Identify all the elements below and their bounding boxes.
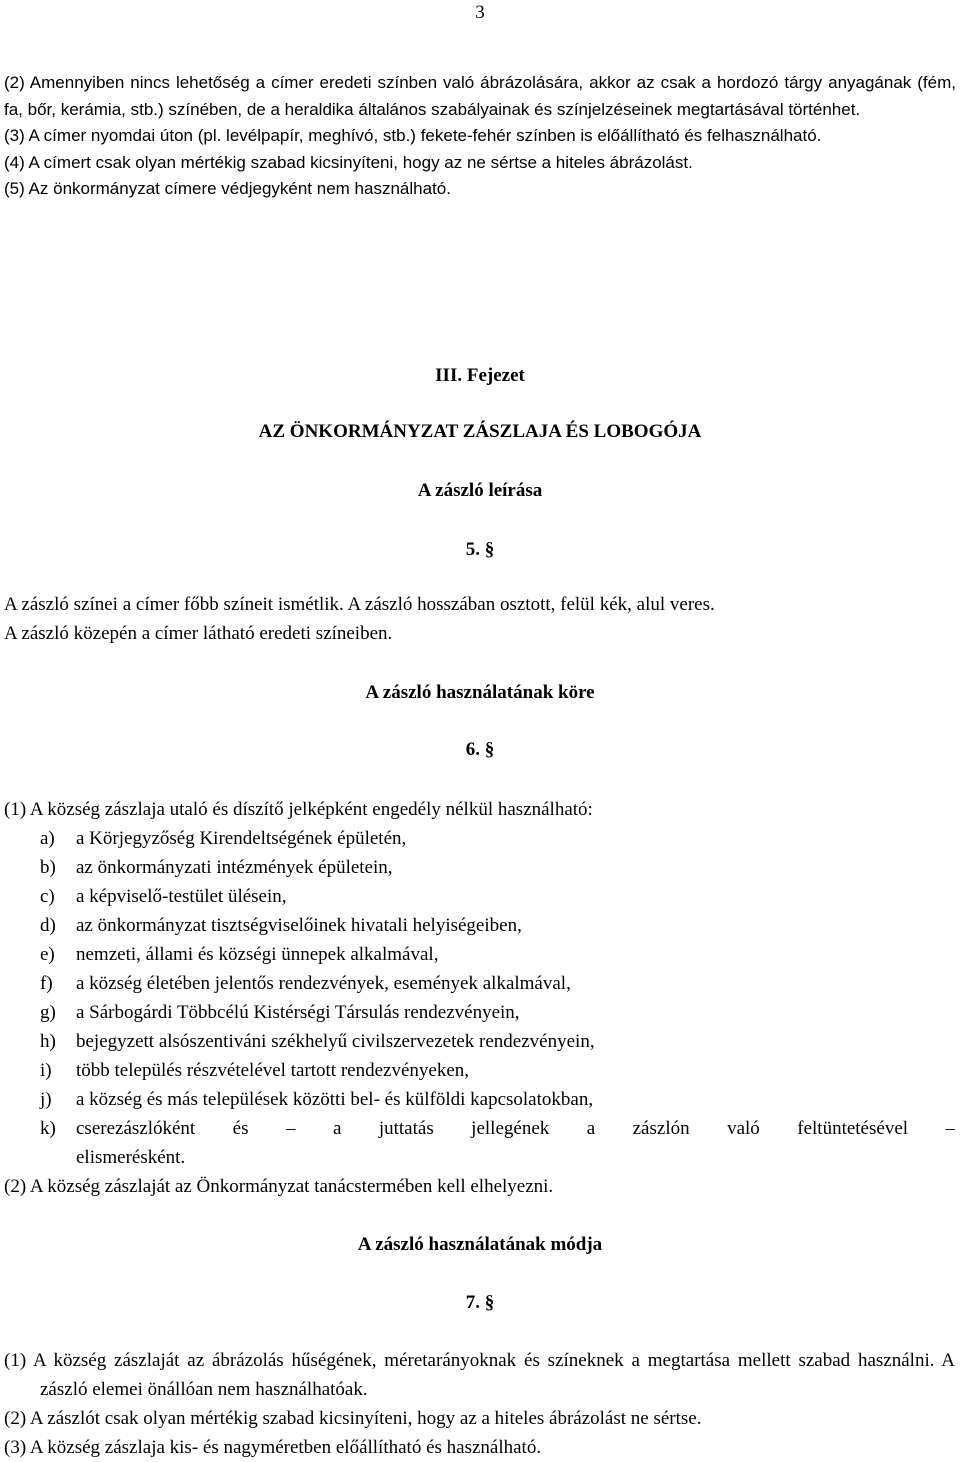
section-5-line-2: A zászló közepén a címer látható eredeti színeiben. — [4, 623, 393, 644]
section-7-paragraph-1: (1) A község zászlaját az ábrázolás hűségének, méretarányoknak és színeknek a megtartása mellett szabad használni. A zászló elemei önállóan nem használhatóak. — [4, 1350, 955, 1400]
list-item-label: g) — [40, 1002, 56, 1023]
list-item-text: az önkormányzati intézmények épületein, — [76, 857, 393, 878]
list-item-label: f) — [40, 973, 53, 994]
chapter-number: III. Fejezet — [435, 365, 525, 386]
list-item-text: a község és más települések közötti bel- és külföldi kapcsolatokban, — [76, 1089, 594, 1110]
list-item — [40, 1056, 955, 1085]
paragraph-3: (3) A címer nyomdai úton (pl. levélpapír, meghívó, stb.) fekete-fehér színben is előállítható és felhasználható. — [4, 126, 822, 145]
section-6-list — [4, 824, 955, 1172]
section-7-paragraph-3: (3) A község zászlaja kis- és nagyméretben előállítható és használható. — [4, 1437, 542, 1458]
section-6-paragraph-2: (2) A község zászlaját az Önkormányzat tanácstermében kell elhelyezni. — [4, 1176, 554, 1197]
list-item-text: a község életében jelentős rendezvények, események alkalmával, — [76, 973, 571, 994]
list-item-text: a képviselő-testület ülésein, — [76, 886, 287, 907]
section-7-paragraph-2: (2) A zászlót csak olyan mértékig szabad kicsinyíteni, hogy az a hiteles ábrázolást ne sértse. — [4, 1408, 702, 1429]
list-item — [40, 853, 955, 882]
list-item-label: a) — [40, 828, 55, 849]
list-item-label: b) — [40, 857, 56, 878]
list-item — [40, 998, 955, 1027]
list-item-label: k) — [40, 1118, 56, 1139]
paragraph-2: (2) Amennyiben nincs lehetőség a címer eredeti színben való ábrázolására, akkor az csak a hordozó tárgy anyagának (fém, fa, bőr, kerámia, stb.) színében, de a heraldika általános szabályainak és színjelzéseinek megtartásával történhet. — [4, 73, 956, 119]
section-7-body — [4, 1346, 955, 1462]
list-item-text: nemzeti, állami és községi ünnepek alkalmával, — [76, 944, 439, 965]
list-item-label: i) — [40, 1060, 52, 1081]
list-item-label: h) — [40, 1031, 56, 1052]
section-5-line-1: A zászló színei a címer főbb színeit ismétlik. A zászló hosszában osztott, felül kék, alul veres. — [4, 594, 715, 615]
list-item-k-line-1: cserezászlóként és – a juttatás jellegének a zászlón való feltüntetésével – — [76, 1118, 955, 1139]
section-6-paragraph-1: (1) A község zászlaja utaló és díszítő jelképként engedély nélkül használható: — [4, 799, 593, 820]
list-item-text: a Körjegyzőség Kirendeltségének épületén, — [76, 828, 407, 849]
list-item-text — [76, 1114, 955, 1172]
list-item — [40, 824, 955, 853]
section-6-body — [4, 795, 955, 1201]
list-item-label: d) — [40, 915, 56, 936]
intro-paragraphs — [4, 70, 956, 203]
list-item-k-line-2: elismerésként. — [76, 1147, 186, 1168]
chapter-title: AZ ÖNKORMÁNYZAT ZÁSZLAJA ÉS LOBOGÓJA — [258, 421, 702, 442]
list-item — [40, 1027, 955, 1056]
list-item-text: a Sárbogárdi Többcélú Kistérségi Társulás rendezvényein, — [76, 1002, 520, 1023]
list-item-label: j) — [40, 1089, 52, 1110]
page-number: 3 — [475, 2, 485, 23]
list-item — [40, 1085, 955, 1114]
list-item — [40, 940, 955, 969]
list-item-label: e) — [40, 944, 55, 965]
section-5-body — [4, 590, 955, 648]
section-5-heading: A zászló leírása — [417, 480, 543, 501]
paragraph-5: (5) Az önkormányzat címere védjegyként nem használható. — [4, 179, 451, 198]
section-7-number: 7. § — [465, 1292, 495, 1313]
list-item-text: több település részvételével tartott rendezvényeken, — [76, 1060, 470, 1081]
list-item — [40, 911, 955, 940]
section-5-number: 5. § — [465, 539, 495, 560]
list-item-k — [40, 1114, 955, 1172]
list-item-text: az önkormányzat tisztségviselőinek hivatali helyiségeiben, — [76, 915, 522, 936]
section-6-heading: A zászló használatának köre — [365, 682, 595, 703]
list-item — [40, 969, 955, 998]
paragraph-4: (4) A címert csak olyan mértékig szabad kicsinyíteni, hogy az ne sértse a hiteles ábrázolást. — [4, 152, 693, 172]
list-item — [40, 882, 955, 911]
section-6-number: 6. § — [465, 739, 495, 760]
list-item-label: c) — [40, 886, 55, 907]
section-7-heading: A zászló használatának módja — [357, 1234, 603, 1255]
list-item-text: bejegyzett alsószentiváni székhelyű civilszervezetek rendezvényein, — [76, 1031, 595, 1052]
